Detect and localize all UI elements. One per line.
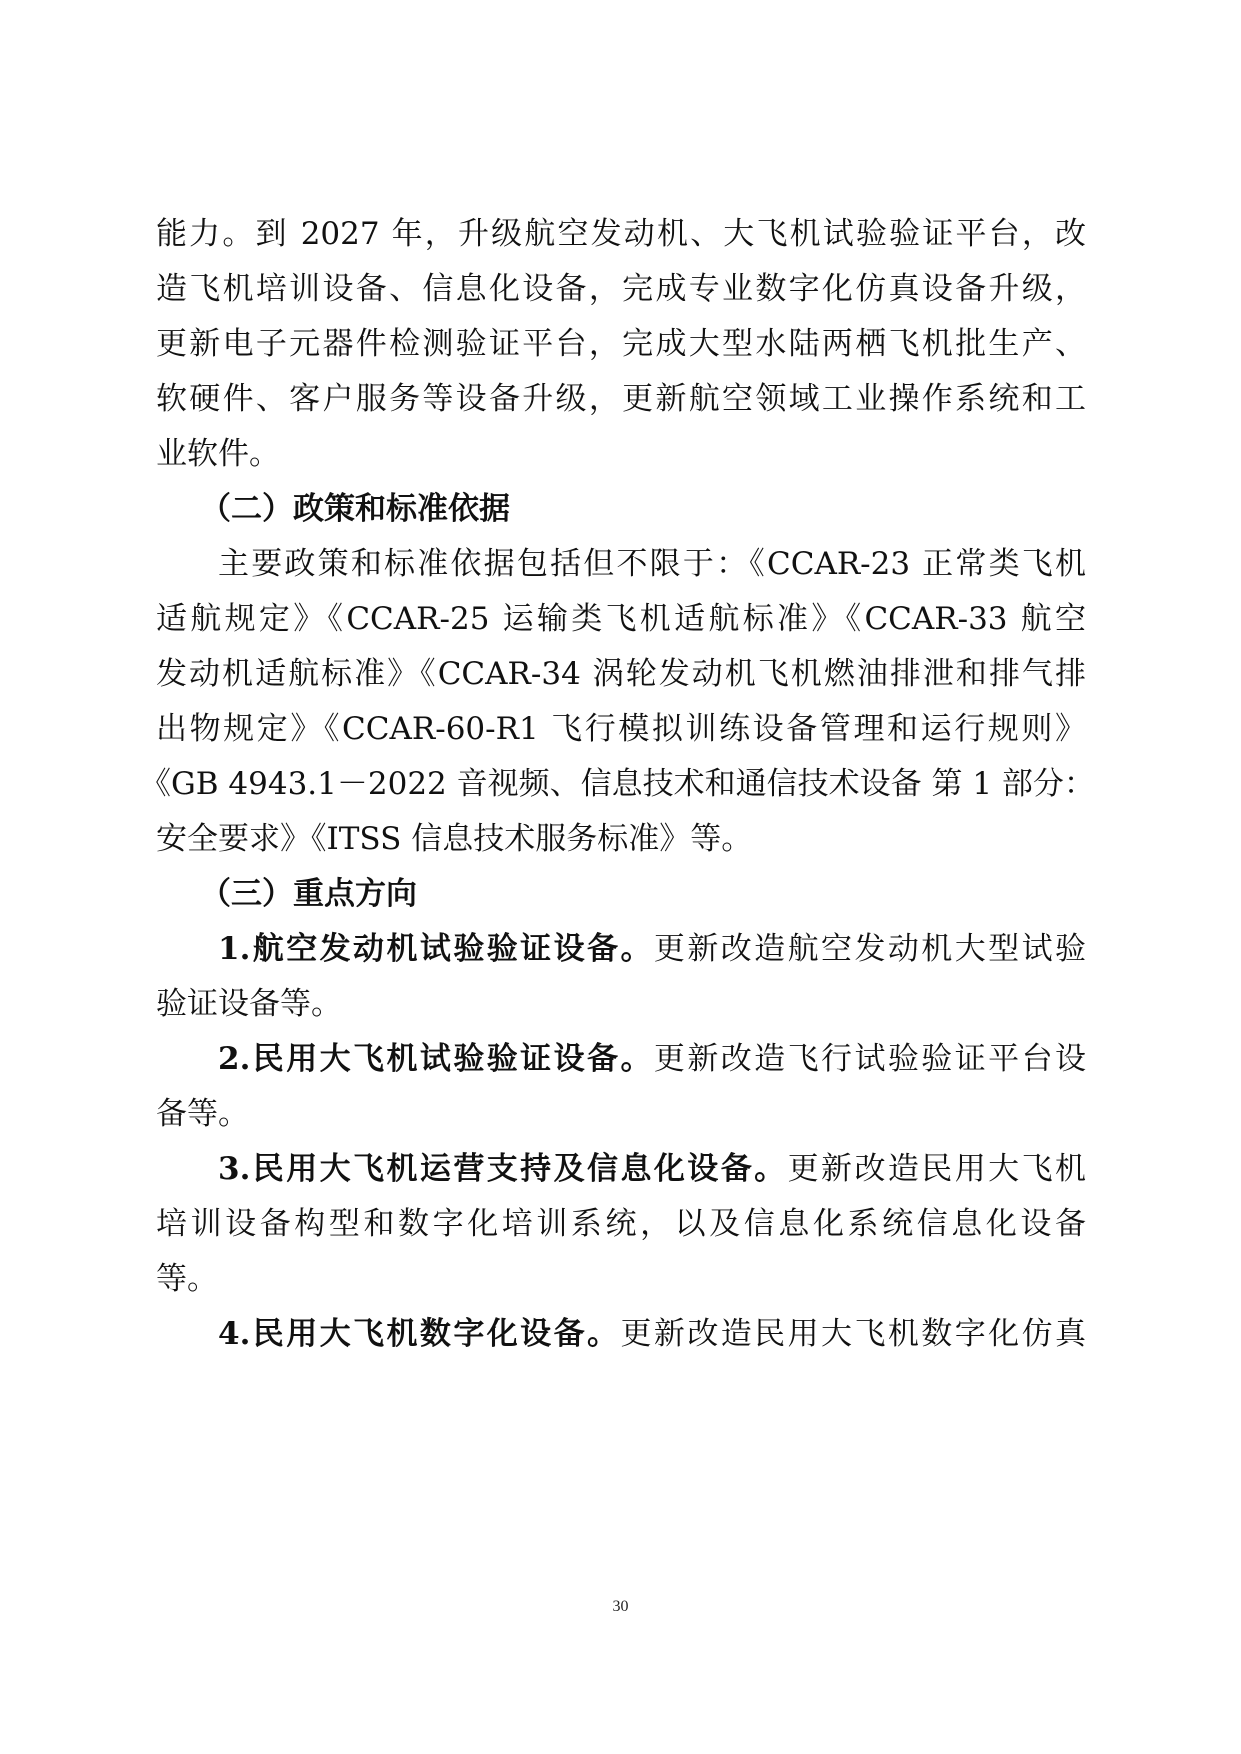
- list-item-text: 更新改造飞行试验验证平台设: [653, 1041, 1086, 1077]
- list-item-first-line: [218, 1314, 1086, 1354]
- list-item-first-line: [218, 929, 1086, 969]
- text-line: 业软件。: [156, 436, 280, 472]
- text-line: 出物规定》《CCAR-60-R1 飞行模拟训练设备管理和运行规则》: [156, 711, 1086, 747]
- text-line: 能力。到 2027 年，升级航空发动机、大飞机试验验证平台，改: [156, 216, 1086, 252]
- list-item-title: 1.航空发动机试验验证设备。: [218, 931, 654, 967]
- text-line: 主要政策和标准依据包括但不限于：《CCAR-23 正常类飞机: [218, 546, 1086, 582]
- list-item-text: 更新改造民用大飞机数字化仿真: [620, 1316, 1086, 1352]
- text-line: 适航规定》《CCAR-25 运输类飞机适航标准》《CCAR-33 航空: [156, 601, 1086, 637]
- list-item-text: 更新改造航空发动机大型试验: [653, 931, 1086, 967]
- text-line: 造飞机培训设备、信息化设备，完成专业数字化仿真设备升级，: [156, 271, 1086, 307]
- text-line: 安全要求》《ITSS 信息技术服务标准》等。: [156, 821, 753, 857]
- list-item-first-line: [218, 1039, 1086, 1079]
- list-item-title: 2.民用大飞机试验验证设备。: [218, 1041, 654, 1077]
- text-line: 备等。: [156, 1096, 249, 1132]
- text-line: 培训设备构型和数字化培训系统，以及信息化系统信息化设备: [156, 1206, 1086, 1242]
- text-line: 验证设备等。: [156, 986, 342, 1022]
- page-number: 30: [612, 1598, 629, 1615]
- list-item-title: 4.民用大飞机数字化设备。: [218, 1316, 621, 1352]
- text-line: 发动机适航标准》《CCAR-34 涡轮发动机飞机燃油排泄和排气排: [156, 656, 1086, 692]
- text-line: 更新电子元器件检测验证平台，完成大型水陆两栖飞机批生产、: [156, 326, 1086, 362]
- list-item-first-line: [218, 1149, 1086, 1189]
- text-line: 《GB 4943.1－2022 音视频、信息技术和通信技术设备 第 1 部分：: [140, 766, 1095, 802]
- text-line: 软硬件、客户服务等设备升级，更新航空领域工业操作系统和工: [156, 381, 1086, 417]
- section-heading: （二）政策和标准依据: [200, 491, 510, 527]
- text-line: 等。: [156, 1261, 218, 1297]
- list-item-title: 3.民用大飞机运营支持及信息化设备。: [218, 1151, 788, 1187]
- section-heading: （三）重点方向: [200, 876, 417, 912]
- list-item-text: 更新改造民用大飞机: [787, 1151, 1086, 1187]
